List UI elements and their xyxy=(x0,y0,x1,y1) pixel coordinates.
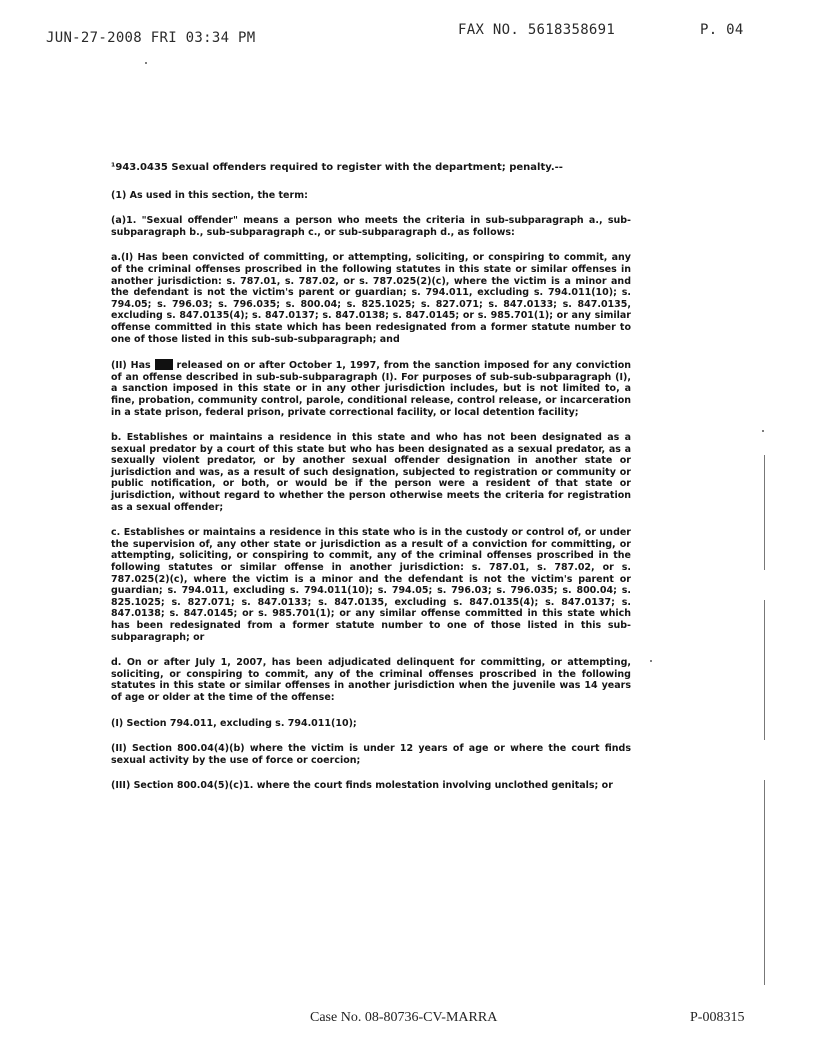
paragraph-a-ii-rest: released on or after October 1, 1997, from the sanction imposed for any conviction of an offense described in sub-sub-subparagraph (I). For purposes of sub-sub-subparagraph (I), a sanction imposed in this state or in any other jurisdiction includes, but is not limited to, a fine, probation, community control, parole, conditional release, control release, or incarceration in a state prison, federal prison, private correctional facility, or local detention facility; xyxy=(111,360,631,418)
paragraph-d: d. On or after July 1, 2007, has been adjudicated delinquent for committing, or attempting, soliciting, or conspiring to commit, any of the criminal offenses proscribed in the following statutes in this state or similar offenses in another jurisdiction when the juvenile was 14 years of age or older at the time of the offense: xyxy=(111,657,631,703)
paragraph-b: b. Establishes or maintains a residence in this state and who has not been designated as a sexual predator by a court of this state but who has been designated as a sexual predator, as a sexually violent predator, or by another sexual offender designation in another state or jurisdiction and was, as a result of such designation, subjected to registration or community or public notification, or both, or would be if the person were a resident of that state or jurisdiction, without regard to whether the person otherwise meets the criteria for registration as a sexual offender; xyxy=(111,432,631,513)
paragraph-d-ii: (II) Section 800.04(4)(b) where the victim is under 12 years of age or where the court finds sexual activity by the use of force or coercion; xyxy=(111,743,631,766)
redaction-box xyxy=(155,359,173,370)
fax-page-number: P. 04 xyxy=(700,22,744,38)
paragraph-a-ii-start: (II) Has xyxy=(111,360,151,372)
statute-text xyxy=(111,162,631,806)
case-number: Case No. 08-80736-CV-MARRA xyxy=(310,1010,498,1025)
bates-number: P-008315 xyxy=(690,1010,745,1025)
statute-title: ¹943.0435 Sexual offenders required to register with the department; penalty.-- xyxy=(111,162,563,173)
margin-mark xyxy=(764,780,765,985)
paragraph-d-iii: (III) Section 800.04(5)(c)1. where the court finds molestation involving unclothed genitals; or xyxy=(111,780,613,792)
paragraph-a-i: a.(I) Has been convicted of committing, or attempting, soliciting, or conspiring to commit, any of the criminal offenses proscribed in the following statutes in this state or similar offenses in another jurisdiction: s. 787.01, s. 787.02, or s. 787.025(2)(c), where the victim is a minor and the defendant is not the victim's parent or guardian; s. 794.011, excluding s. 794.011(10); s. 794.05; s. 796.03; s. 796.035; s. 800.04; s. 825.1025; s. 827.071; s. 847.0133; s. 847.0135, excluding s. 847.0135(4); s. 847.0137; s. 847.0138; s. 847.0145; or s. 985.701(1); or any similar offense committed in this state which has been redesignated from a former statute number to one of those listed in this sub-sub-subparagraph; and xyxy=(111,252,631,345)
subsection-1: (1) As used in this section, the term: xyxy=(111,189,308,201)
scan-speck xyxy=(762,430,764,432)
fax-number: FAX NO. 5618358691 xyxy=(458,22,616,38)
paragraph-c: c. Establishes or maintains a residence in this state who is in the custody or control of, or under the supervision of, any other state or jurisdiction as a result of a conviction for committing, or attempting, soliciting, or conspiring to commit, any of the criminal offenses proscribed in the following statutes or similar offense in another jurisdiction: s. 787.01, s. 787.02, or s. 787.025(2)(c), where the victim is a minor and the defendant is not the victim's parent or guardian; s. 794.011, excluding s. 794.011(10); s. 794.05; s. 796.03; s. 796.035; s. 800.04; s. 825.1025; s. 827.071; s. 847.0133; s. 847.0135, excluding s. 847.0135(4); s. 847.0137; s. 847.0138; s. 847.0145; or s. 985.701(1); or any similar offense committed in this state which has been redesignated from a former statute number to one of those listed in this sub-subparagraph; or xyxy=(111,527,631,643)
fax-header xyxy=(0,22,816,46)
paragraph-a1: (a)1. "Sexual offender" means a person who meets the criteria in sub-subparagraph a., sub-subparagraph b., sub-subparagraph c., or sub-subparagraph d., as follows: xyxy=(111,215,631,238)
margin-mark xyxy=(764,455,765,570)
fax-date-time: JUN-27-2008 FRI 03:34 PM xyxy=(46,30,256,46)
scan-speck xyxy=(650,660,652,662)
paragraph-a-ii xyxy=(111,359,631,418)
margin-mark xyxy=(764,600,765,740)
paragraph-d-i: (I) Section 794.011, excluding s. 794.011(10); xyxy=(111,717,357,729)
scan-speck xyxy=(145,62,147,64)
